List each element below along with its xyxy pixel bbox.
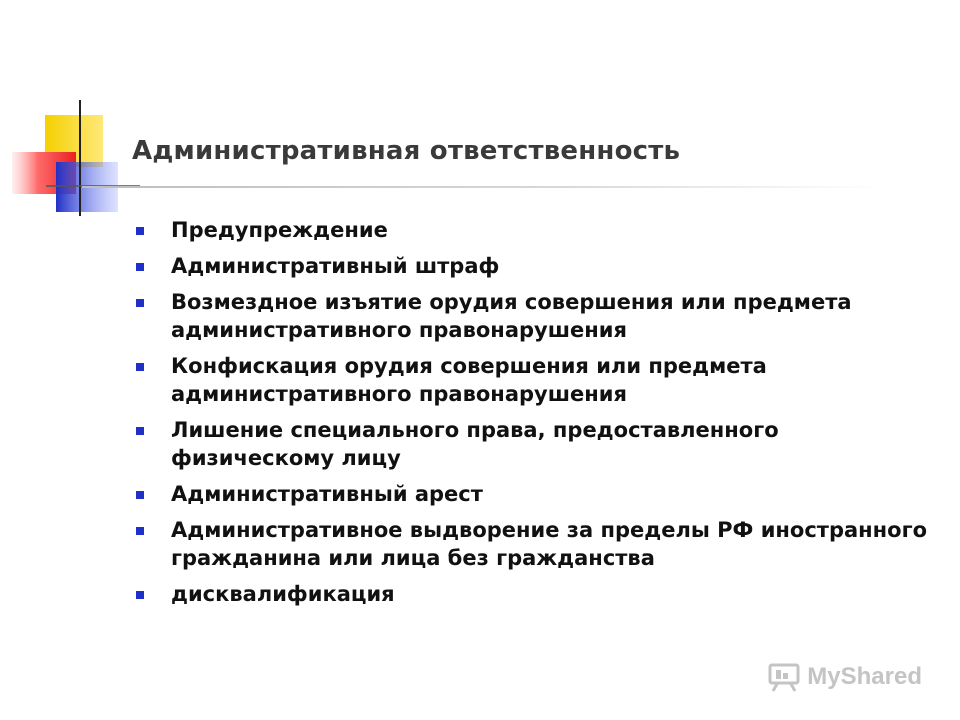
presentation-board-icon bbox=[767, 662, 801, 692]
list-item: Административный арест bbox=[136, 480, 936, 508]
bullet-square-icon bbox=[136, 299, 144, 307]
list-item: Предупреждение bbox=[136, 216, 936, 244]
bullet-list bbox=[136, 216, 936, 616]
list-item: Лишение специального права, предоставленного физическому лицу bbox=[136, 416, 936, 472]
list-item: дисквалификация bbox=[136, 580, 936, 608]
bullet-square-icon bbox=[136, 263, 144, 271]
watermark-text: MyShared bbox=[807, 663, 922, 690]
bullet-square-icon bbox=[136, 527, 144, 535]
bullet-square-icon bbox=[136, 427, 144, 435]
bullet-square-icon bbox=[136, 591, 144, 599]
title-underline bbox=[82, 186, 882, 188]
bullet-square-icon bbox=[136, 227, 144, 235]
bullet-square-icon bbox=[136, 363, 144, 371]
slide-title: Административная ответственность bbox=[132, 136, 681, 166]
list-item: Административное выдворение за пределы РФ иностранного гражданина или лица без гражданства bbox=[136, 516, 936, 572]
list-item: Возмездное изъятие орудия совершения или предмета административного правонарушения bbox=[136, 288, 936, 344]
list-item: Административный штраф bbox=[136, 252, 936, 280]
bullet-square-icon bbox=[136, 491, 144, 499]
watermark bbox=[767, 662, 922, 692]
list-item: Конфискация орудия совершения или предмета административного правонарушения bbox=[136, 352, 936, 408]
